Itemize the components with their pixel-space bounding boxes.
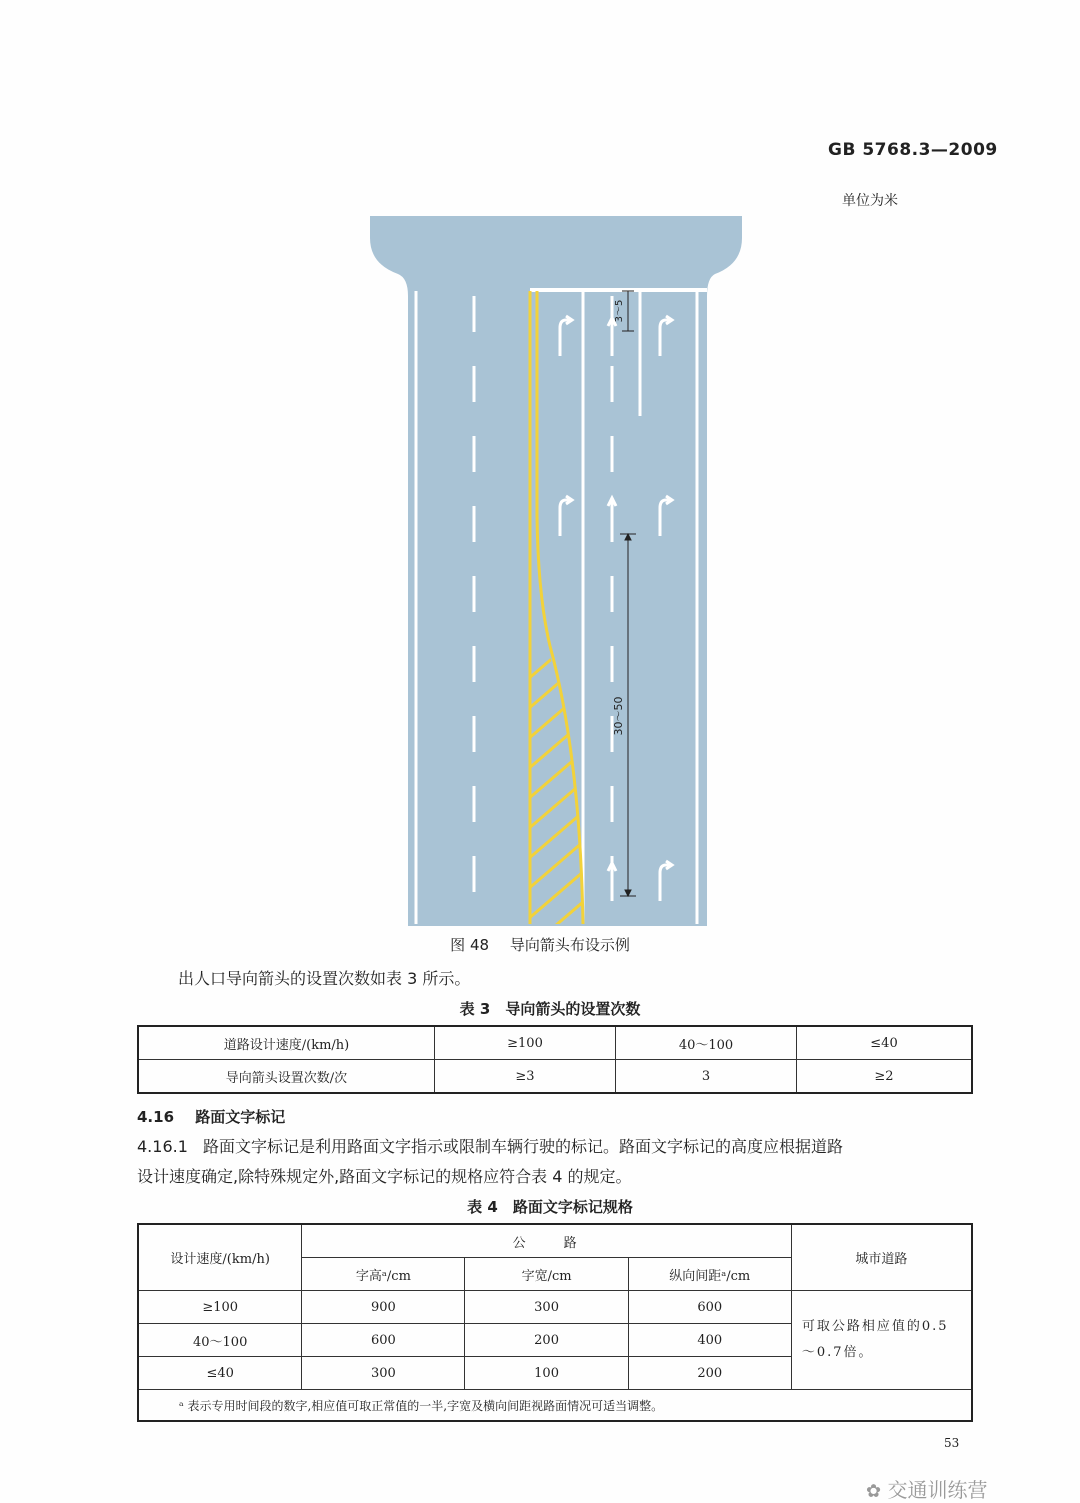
header-spacing: 纵向间距ᵃ/cm [628, 1258, 791, 1291]
wechat-icon: ✿ [866, 1481, 882, 1502]
table-cell: 400 [628, 1324, 791, 1357]
table-cell: 200 [465, 1324, 628, 1357]
standard-code: GB 5768.3—2009 [828, 140, 998, 160]
table-cell: 导向箭头设置次数/次 [138, 1060, 435, 1094]
page-number: 53 [944, 1436, 960, 1450]
table-row [138, 1224, 972, 1258]
section-heading [137, 1106, 285, 1127]
table-cell: 100 [465, 1357, 628, 1390]
table-footnote: ᵃ 表示专用时间段的数字,相应值可取正常值的一半,字宽及横向间距视路面情况可适当调整。 [138, 1390, 972, 1422]
table-cell: 300 [465, 1291, 628, 1324]
table-row [138, 1026, 972, 1060]
table-4 [137, 1223, 973, 1422]
table-cell: ≤40 [797, 1026, 973, 1060]
table-cell: 40～100 [616, 1026, 797, 1060]
figure-caption [0, 934, 1080, 955]
city-road-value: 可取公路相应值的0.5～0.7倍。 [791, 1291, 972, 1390]
table-cell: ≥3 [435, 1060, 616, 1094]
dim-top-label: 3～5 [614, 299, 625, 323]
table-cell: 3 [616, 1060, 797, 1094]
section-title: 路面文字标记 [195, 1108, 286, 1126]
header-width: 字宽/cm [465, 1258, 628, 1291]
table-row [138, 1390, 972, 1422]
watermark [866, 1474, 987, 1503]
section-number: 4.16 [137, 1108, 175, 1126]
table-cell: ≤40 [138, 1357, 302, 1390]
figure-number: 图 48 [450, 936, 490, 954]
clause-number: 4.16.1 [137, 1137, 188, 1156]
table-3 [137, 1025, 973, 1094]
figure-title: 导向箭头布设示例 [509, 936, 630, 954]
table-cell: ≥100 [138, 1291, 302, 1324]
header-highway: 公 路 [302, 1224, 791, 1258]
table-cell: 300 [302, 1357, 465, 1390]
table4-caption: 表 4 路面文字标记规格 [467, 1198, 633, 1216]
table-cell: 600 [628, 1291, 791, 1324]
table-cell: 600 [302, 1324, 465, 1357]
header-speed: 设计速度/(km/h) [138, 1224, 302, 1291]
clause-text-line2: 设计速度确定,除特殊规定外,路面文字标记的规格应符合表 4 的规定。 [137, 1167, 632, 1186]
table-cell: 道路设计速度/(km/h) [138, 1026, 435, 1060]
intro-paragraph: 出人口导向箭头的设置次数如表 3 所示。 [178, 969, 471, 988]
unit-note: 单位为米 [842, 193, 898, 209]
table-cell: ≥2 [797, 1060, 973, 1094]
table-cell: ≥100 [435, 1026, 616, 1060]
clause-4-16-1 [137, 1134, 843, 1157]
header-height: 字高ᵃ/cm [302, 1258, 465, 1291]
dim-mid-label: 30～50 [612, 696, 625, 736]
table3-caption: 表 3 导向箭头的设置次数 [459, 1000, 641, 1018]
watermark-text: 交通训练营 [887, 1478, 988, 1502]
header-city: 城市道路 [791, 1224, 972, 1291]
clause-text-line1: 路面文字标记是利用路面文字指示或限制车辆行驶的标记。路面文字标记的高度应根据道路 [202, 1137, 843, 1156]
road-surface [370, 216, 742, 926]
table-row [138, 1060, 972, 1094]
road-diagram [370, 216, 742, 926]
table-row [138, 1291, 972, 1324]
table-cell: 200 [628, 1357, 791, 1390]
table-cell: 40～100 [138, 1324, 302, 1357]
table-cell: 900 [302, 1291, 465, 1324]
